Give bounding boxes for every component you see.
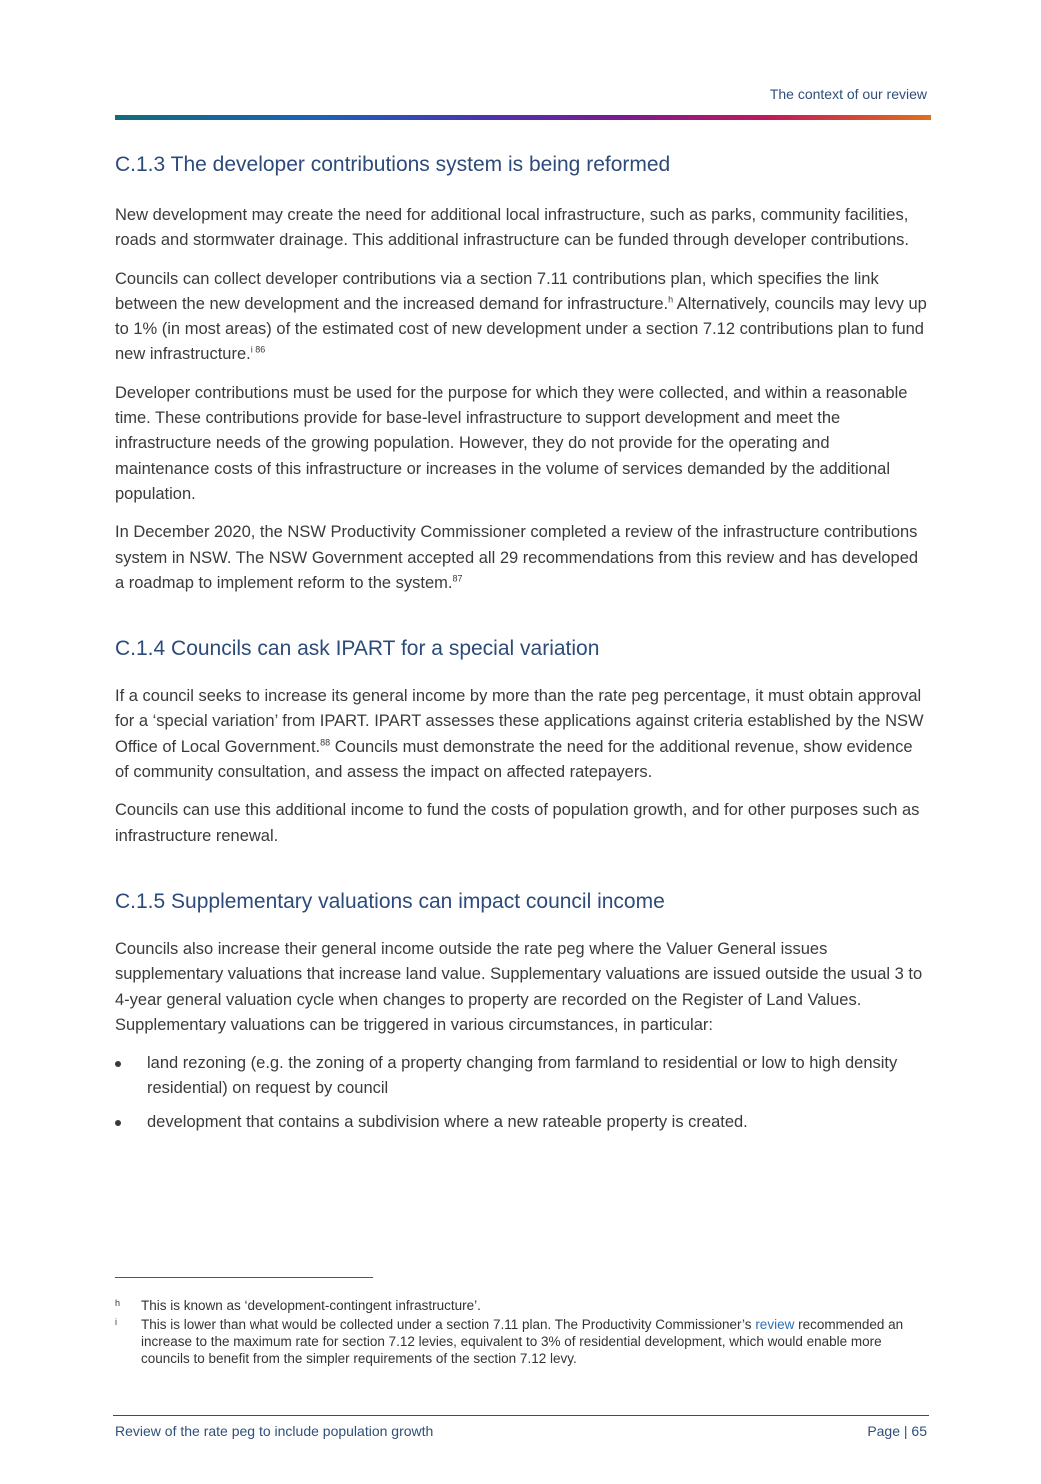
running-header: The context of our review	[769, 86, 927, 102]
paragraph: Councils can use this additional income to fund the costs of population growth, and for other purposes such as infrastructure renewal.	[115, 801, 920, 845]
paragraph-text: Councils can collect developer contributions via a section 7.11 contributions plan, which specifies the link between the new development and the increased demand for infrastructure.	[115, 269, 879, 313]
paragraph-text: Alternatively, councils may levy up to 1% (in most areas) of the estimated cost of new development under a section 7.12 contributions plan to fund new infrastructure.	[115, 294, 927, 364]
footnote-i	[115, 1316, 915, 1367]
footnotes	[115, 1297, 915, 1367]
paragraph: Councils also increase their general income outside the rate peg where the Valuer General issues supplementary valuations that increase land value. Supplementary valuations are issued outside the usual 3 to 4-year general valuation cycle when changes to property are recorded on the Register of Land Values. Supplementary valuations can be triggered in various circumstances, in particular:	[115, 939, 923, 1034]
header-gradient-rule	[115, 115, 931, 120]
paragraph: Developer contributions must be used for the purpose for which they were collected, and within a reasonable time. These contributions provide for base-level infrastructure to support development and meet the infrastructure needs of the growing population. However, they do not provide for the operating and maintenance costs of this infrastructure or increases in the volume of services demanded by the additional population.	[115, 383, 908, 503]
footnote-h	[115, 1297, 915, 1314]
footnote-ref-i86[interactable]: i 86	[250, 344, 266, 355]
paragraph	[115, 267, 927, 368]
footnote-text: This is lower than what would be collected under a section 7.11 plan. The Productivity Commissioner’s	[141, 1317, 756, 1332]
footnote-ref-88[interactable]: 88	[320, 737, 331, 748]
main-content	[115, 150, 927, 1143]
paragraph-text: Councils must demonstrate the need for the additional revenue, show evidence of community consultation, and assess the impact on affected ratepayers.	[115, 737, 913, 782]
bullet-icon	[115, 1120, 121, 1126]
list-item	[115, 1051, 927, 1102]
section-c15	[115, 887, 927, 1135]
section-heading-c15: C.1.5 Supplementary valuations can impact council income	[115, 889, 665, 913]
bullet-list	[115, 1051, 927, 1135]
paragraph-text: In December 2020, the NSW Productivity Commissioner completed a review of the infrastructure contributions system in NSW. The NSW Government accepted all 29 recommendations from this review and has developed a roadmap to implement reform to the system.	[115, 523, 919, 592]
footnote-text: This is known as ‘development-contingent infrastructure’.	[141, 1298, 481, 1313]
footer-document-title: Review of the rate peg to include population growth	[115, 1423, 434, 1439]
footnote-text: recommended an increase to the maximum rate for section 7.12 levies, equivalent to 3% of residential development, which would enable more councils to benefit from the simpler requirements of the section 7.12 levy.	[141, 1317, 904, 1366]
paragraph	[115, 520, 927, 596]
section-heading-c14: C.1.4 Councils can ask IPART for a special variation	[115, 637, 600, 661]
paragraph	[115, 684, 927, 785]
list-item	[115, 1110, 927, 1135]
section-c13	[115, 150, 927, 596]
paragraph: New development may create the need for additional local infrastructure, such as parks, community facilities, roads and stormwater drainage. This additional infrastructure can be funded through developer contributions.	[115, 206, 910, 250]
footer-rule	[113, 1415, 929, 1416]
footnote-ref-87[interactable]: 87	[452, 573, 463, 584]
footnote-mark: i	[115, 1317, 117, 1327]
section-c14	[115, 634, 927, 849]
footnote-separator	[115, 1277, 373, 1278]
section-heading-c13: C.1.3 The developer contributions system is being reformed	[115, 153, 671, 176]
footnote-ref-h[interactable]: h	[668, 294, 674, 305]
footnote-mark: h	[115, 1298, 121, 1308]
paragraph-text: If a council seeks to increase its general income by more than the rate peg percentage, it must obtain approval for a ‘special variation’ from IPART. IPART assesses these applications against criteria established by the NSW Office of Local Government.	[115, 687, 924, 756]
page-number: Page | 65	[867, 1423, 927, 1439]
review-link[interactable]: review	[755, 1317, 795, 1332]
list-item-text: land rezoning (e.g. the zoning of a property changing from farmland to residential or low to high density residential) on request by council	[147, 1054, 898, 1098]
bullet-icon	[115, 1061, 121, 1067]
list-item-text: development that contains a subdivision where a new rateable property is created.	[147, 1112, 748, 1131]
